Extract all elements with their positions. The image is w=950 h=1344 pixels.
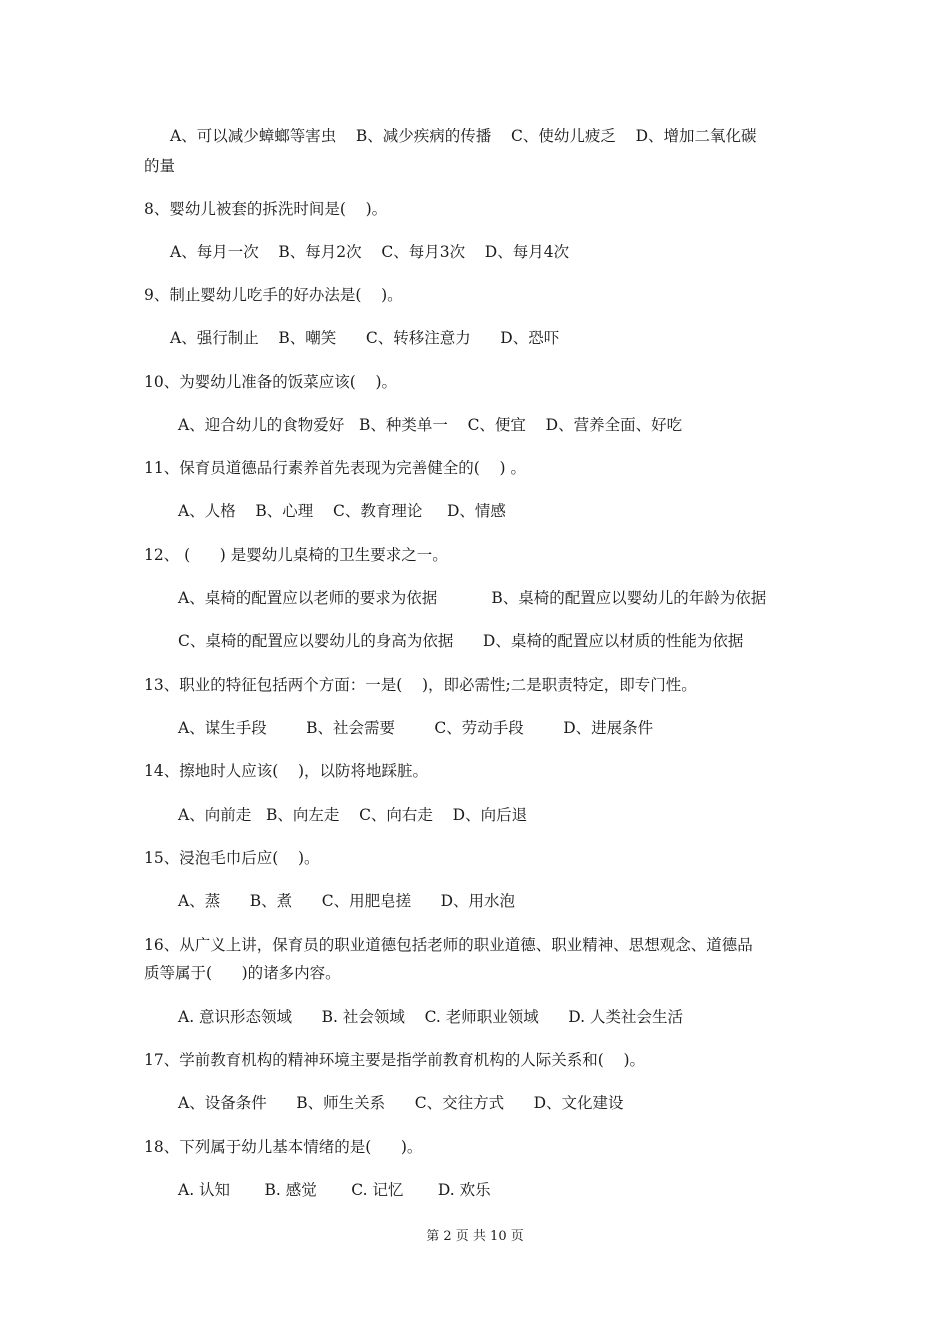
q7-options: A、可以减少蟑螂等害虫 B、减少疾病的传播 C、使幼儿疲乏 D、增加二氧化碳 xyxy=(170,127,757,145)
q10-options: A、迎合幼儿的食物爱好 B、种类单一 C、便宜 D、营养全面、好吃 xyxy=(178,416,683,434)
question-10: 10、为婴幼儿准备的饭菜应该( )。 xyxy=(144,373,398,391)
q13-options: A、谋生手段 B、社会需要 C、劳动手段 D、进展条件 xyxy=(178,719,654,737)
question-12: 12、 ( ) 是婴幼儿桌椅的卫生要求之一。 xyxy=(144,546,448,564)
question-17: 17、学前教育机构的精神环境主要是指学前教育机构的人际关系和( )。 xyxy=(144,1051,646,1069)
question-11: 11、保育员道德品行素养首先表现为完善健全的( ) 。 xyxy=(144,459,526,477)
q9-options: A、强行制止 B、嘲笑 C、转移注意力 D、恐吓 xyxy=(170,329,560,347)
q18-options: A. 认知 B. 感觉 C. 记忆 D. 欢乐 xyxy=(178,1181,491,1199)
q14-options: A、向前走 B、向左走 C、向右走 D、向后退 xyxy=(178,806,528,824)
q17-options: A、设备条件 B、师生关系 C、交往方式 D、文化建设 xyxy=(178,1094,624,1112)
question-16-cont: 质等属于( )的诸多内容。 xyxy=(144,964,341,982)
question-8: 8、婴幼儿被套的拆洗时间是( )。 xyxy=(144,200,388,218)
q15-options: A、蒸 B、煮 C、用肥皂搓 D、用水泡 xyxy=(178,892,516,910)
q12-options-cd: C、桌椅的配置应以婴幼儿的身高为依据 D、桌椅的配置应以材质的性能为依据 xyxy=(178,632,744,650)
question-14: 14、擦地时人应该( )，以防将地踩脏。 xyxy=(144,762,429,780)
q7-options-cont: 的量 xyxy=(144,157,176,175)
question-9: 9、制止婴幼儿吃手的好办法是( )。 xyxy=(144,286,403,304)
question-18: 18、下列属于幼儿基本情绪的是( )。 xyxy=(144,1138,423,1156)
page-number-footer: 第 2 页 共 10 页 xyxy=(426,1229,524,1244)
question-13: 13、职业的特征包括两个方面：一是( )，即必需性;二是职责特定，即专门性。 xyxy=(144,676,697,694)
q8-options: A、每月一次 B、每月2次 C、每月3次 D、每月4次 xyxy=(170,243,570,261)
q12-options-ab: A、桌椅的配置应以老师的要求为依据 B、桌椅的配置应以婴幼儿的年龄为依据 xyxy=(178,589,767,607)
q11-options: A、人格 B、心理 C、教育理论 D、情感 xyxy=(178,502,506,520)
question-16: 16、从广义上讲，保育员的职业道德包括老师的职业道德、职业精神、思想观念、道德品 xyxy=(144,936,753,954)
question-15: 15、浸泡毛巾后应( )。 xyxy=(144,849,320,867)
q16-options: A. 意识形态领域 B. 社会领域 C. 老师职业领域 D. 人类社会生活 xyxy=(178,1008,684,1026)
